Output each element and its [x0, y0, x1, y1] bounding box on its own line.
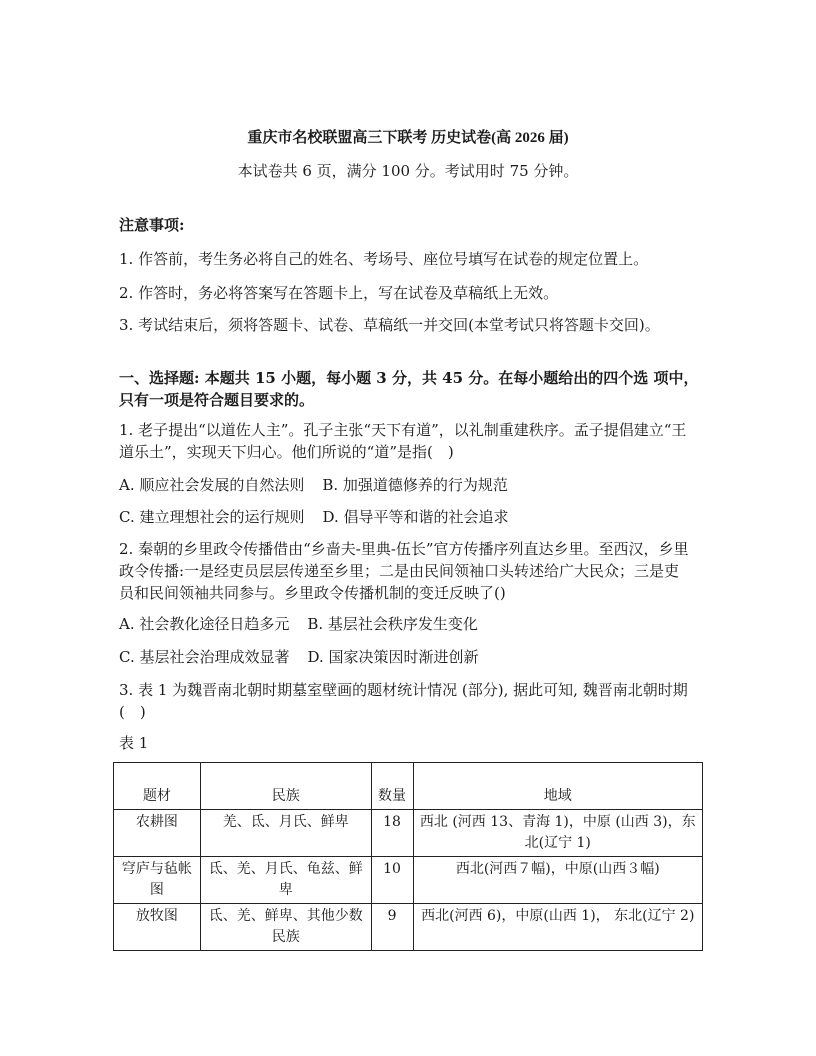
table-header-cell: 数量: [371, 763, 413, 810]
question-1-options-row2: [119, 506, 509, 527]
option-c[interactable]: C. 基层社会治理成效显著: [119, 648, 290, 666]
table-header-cell: 民族: [200, 763, 371, 810]
table-cell: 18: [371, 810, 413, 857]
option-d[interactable]: D. 国家决策因时渐进创新: [307, 648, 479, 666]
table-cell: 氐、羌、月氏、龟兹、鲜卑: [200, 857, 371, 904]
option-b[interactable]: B. 基层社会秩序发生变化: [307, 615, 478, 633]
table-header-cell: 题材: [114, 763, 201, 810]
option-c[interactable]: C. 建立理想社会的运行规则: [119, 508, 305, 526]
question-2-options-row2: [119, 646, 479, 667]
notice-item-2: 2. 作答时，务必将答案写在答题卡上，写在试卷及草稿纸上无效。: [119, 284, 559, 302]
notice-item-1: 1. 作答前，考生务必将自己的姓名、考场号、座位号填写在试卷的规定位置上。: [119, 250, 649, 268]
table-row: [114, 857, 703, 904]
option-d[interactable]: D. 倡导平等和谐的社会追求: [322, 508, 509, 526]
table-cell: 西北 (河西 13、青海 1)，中原 (山西 3)，东北(辽宁 1): [413, 810, 702, 857]
table-header-cell: 地域: [413, 763, 702, 810]
table-header-row: [114, 763, 703, 810]
table-cell: 西北(河西７幅)，中原(山西３幅): [413, 857, 702, 904]
notice-heading: 注意事项:: [119, 216, 185, 234]
question-1-options-row1: [119, 474, 508, 495]
table-cell: 氐、羌、鲜卑、其他少数民族: [200, 904, 371, 951]
option-a[interactable]: A. 社会教化途径日趋多元: [119, 615, 290, 633]
section-heading: 一、选择题: 本题共 15 小题，每小题 3 分，共 45 分。在每小题给出的四个选 项中，只有一项是符合题目要求的。: [119, 369, 699, 409]
question-2-options-row1: [119, 613, 478, 634]
table-cell: 穹庐与毡帐图: [114, 857, 201, 904]
question-1-stem: 1. 老子提出“以道佐人主”。孔子主张“天下有道”，以礼制重建秩序。孟子提倡建立“王道乐土”，实现天下归心。他们所说的“道”是指( ): [119, 421, 687, 461]
table-1: [113, 762, 703, 951]
table-cell: 9: [371, 904, 413, 951]
exam-title: 重庆市名校联盟高三下联考 历史试卷(高 2026 届): [247, 130, 569, 146]
table-cell: 10: [371, 857, 413, 904]
table-cell: 西北(河西 6)，中原(山西 1)， 东北(辽宁 2): [413, 904, 702, 951]
option-b[interactable]: B. 加强道德修养的行为规范: [322, 476, 508, 494]
question-3-stem: 3. 表 1 为魏晋南北朝时期墓室壁画的题材统计情况 (部分), 据此可知, 魏晋南北朝时期( ): [119, 681, 688, 721]
option-a[interactable]: A. 顺应社会发展的自然法则: [119, 476, 305, 494]
table-row: [114, 810, 703, 857]
table-cell: 放牧图: [114, 904, 201, 951]
question-2-stem: 2. 秦朝的乡里政令传播借由“乡啬夫-里典-伍长”官方传播序列直达乡里。至西汉，乡里政令传播:一是经吏员层层传递至乡里；二是由民间领袖口头转述给广大民众；三是吏员和民间领袖共同参与。乡里政令传播机制的变迁反映了(): [119, 540, 689, 602]
notice-item-3: 3. 考试结束后，须将答题卡、试卷、草稿纸一并交回(本堂考试只将答题卡交回)。: [119, 316, 660, 334]
table-row: [114, 904, 703, 951]
table-caption: 表 1: [119, 734, 149, 752]
exam-subtitle: 本试卷共 6 页，满分 100 分。考试用时 75 分钟。: [237, 162, 579, 180]
table-cell: 农耕图: [114, 810, 201, 857]
table-cell: 羌、氐、月氏、鲜卑: [200, 810, 371, 857]
